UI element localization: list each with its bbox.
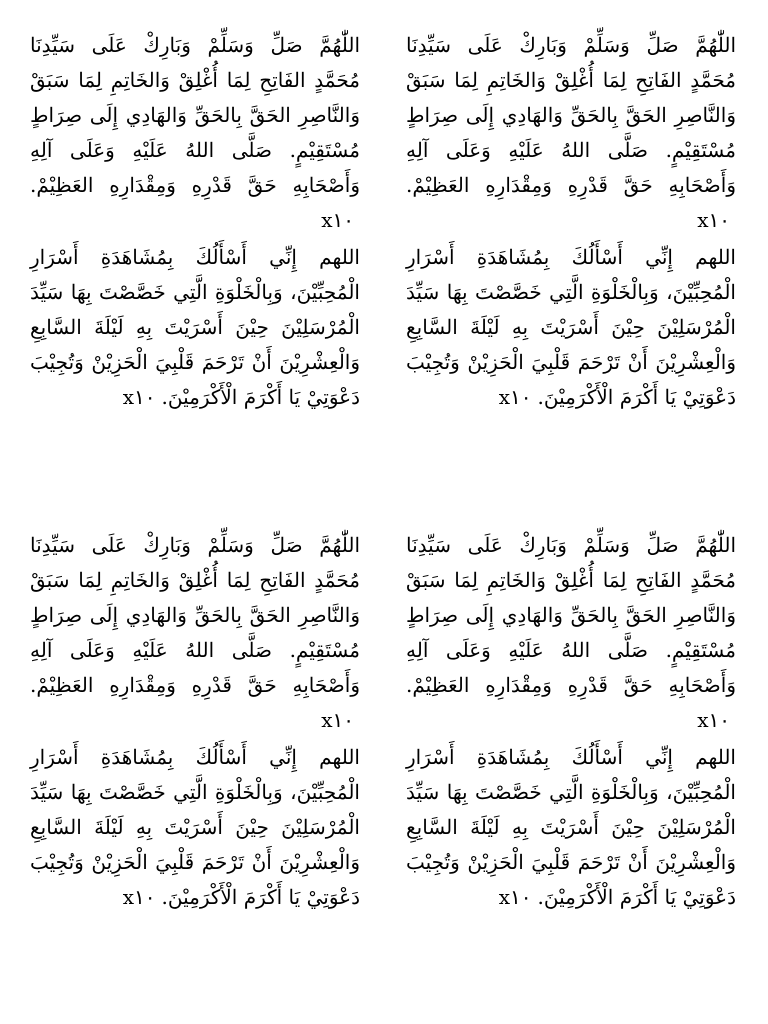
salawat-paragraph [30,528,360,738]
prayer-card-top-right [406,28,736,488]
dua-paragraph [406,740,736,915]
dua-text: اللهم إِنِّي أَسْأَلُكَ بِمُشَاهَدَةِ أَسْرَارِ الْمُحِبِّيْنَ، وَبِالْخَلْوَةِ الَّتِي خَصَّصْتَ بِهَا سَيِّدَ الْمُرْسَلِيْنَ حِيْنَ أَسْرَيْتَ بِهِ لَيْلَةَ السَّابِعِ وَالْعِشْرِيْنَ أَنْ تَرْحَمَ قَلْبِيَ الْحَزِيْنْ وَتُجِيْبَ دَعْوَتِيْ يَا أَكْرَمَ الْأَكْرَمِيْنَ. [406,245,736,409]
dua-text: اللهم إِنِّي أَسْأَلُكَ بِمُشَاهَدَةِ أَسْرَارِ الْمُحِبِّيْنَ، وَبِالْخَلْوَةِ الَّتِي خَصَّصْتَ بِهَا سَيِّدَ الْمُرْسَلِيْنَ حِيْنَ أَسْرَيْتَ بِهِ لَيْلَةَ السَّابِعِ وَالْعِشْرِيْنَ أَنْ تَرْحَمَ قَلْبِيَ الْحَزِيْنْ وَتُجِيْبَ دَعْوَتِيْ يَا أَكْرَمَ الْأَكْرَمِيْنَ. [30,745,360,909]
dua-text: اللهم إِنِّي أَسْأَلُكَ بِمُشَاهَدَةِ أَسْرَارِ الْمُحِبِّيْنَ، وَبِالْخَلْوَةِ الَّتِي خَصَّصْتَ بِهَا سَيِّدَ الْمُرْسَلِيْنَ حِيْنَ أَسْرَيْتَ بِهِ لَيْلَةَ السَّابِعِ وَالْعِشْرِيْنَ أَنْ تَرْحَمَ قَلْبِيَ الْحَزِيْنْ وَتُجِيْبَ دَعْوَتِيْ يَا أَكْرَمَ الْأَكْرَمِيْنَ. [30,245,360,409]
repeat-count: x١٠ [122,885,156,909]
repeat-count: x١٠ [498,885,532,909]
salawat-text: اللّٰهُمَّ صَلِّ وَسَلِّمْ وَبَارِكْ عَلَى سَيِّدِنَا مُحَمَّدٍ الفَاتِحِ لِمَا أُغْلِقْ وَالخَاتِمِ لِمَا سَبَقْ وَالنَّاصِرِ الحَقَّ بِالحَقِّ وَالهَادِي إِلَى صِرَاطٍ مُسْتَقِيْمٍ. صَلَّى اللهُ عَلَيْهِ وَعَلَى آلِهِ وَأَصْحَابِهِ حَقَّ قَدْرِهِ وَمِقْدَارِهِ العَظِيْمْ. [30,533,360,697]
repeat-count: x١٠ [498,385,532,409]
salawat-text: اللّٰهُمَّ صَلِّ وَسَلِّمْ وَبَارِكْ عَلَى سَيِّدِنَا مُحَمَّدٍ الفَاتِحِ لِمَا أُغْلِقْ وَالخَاتِمِ لِمَا سَبَقْ وَالنَّاصِرِ الحَقَّ بِالحَقِّ وَالهَادِي إِلَى صِرَاطٍ مُسْتَقِيْمٍ. صَلَّى اللهُ عَلَيْهِ وَعَلَى آلِهِ وَأَصْحَابِهِ حَقَّ قَدْرِهِ وَمِقْدَارِهِ العَظِيْمْ. [406,33,736,197]
salawat-paragraph [406,28,736,238]
dua-paragraph [30,240,360,415]
prayer-card-bottom-right [406,528,736,988]
repeat-count: x١٠ [697,708,730,732]
prayer-card-bottom-left [30,528,360,988]
repeat-count: x١٠ [697,208,730,232]
salawat-paragraph [406,528,736,738]
prayer-card-top-left [30,28,360,488]
salawat-paragraph [30,28,360,238]
dua-paragraph [406,240,736,415]
dua-text: اللهم إِنِّي أَسْأَلُكَ بِمُشَاهَدَةِ أَسْرَارِ الْمُحِبِّيْنَ، وَبِالْخَلْوَةِ الَّتِي خَصَّصْتَ بِهَا سَيِّدَ الْمُرْسَلِيْنَ حِيْنَ أَسْرَيْتَ بِهِ لَيْلَةَ السَّابِعِ وَالْعِشْرِيْنَ أَنْ تَرْحَمَ قَلْبِيَ الْحَزِيْنْ وَتُجِيْبَ دَعْوَتِيْ يَا أَكْرَمَ الْأَكْرَمِيْنَ. [406,745,736,909]
salawat-text: اللّٰهُمَّ صَلِّ وَسَلِّمْ وَبَارِكْ عَلَى سَيِّدِنَا مُحَمَّدٍ الفَاتِحِ لِمَا أُغْلِقْ وَالخَاتِمِ لِمَا سَبَقْ وَالنَّاصِرِ الحَقَّ بِالحَقِّ وَالهَادِي إِلَى صِرَاطٍ مُسْتَقِيْمٍ. صَلَّى اللهُ عَلَيْهِ وَعَلَى آلِهِ وَأَصْحَابِهِ حَقَّ قَدْرِهِ وَمِقْدَارِهِ العَظِيْمْ. [30,33,360,197]
repeat-count: x١٠ [122,385,156,409]
repeat-count: x١٠ [321,708,354,732]
salawat-text: اللّٰهُمَّ صَلِّ وَسَلِّمْ وَبَارِكْ عَلَى سَيِّدِنَا مُحَمَّدٍ الفَاتِحِ لِمَا أُغْلِقْ وَالخَاتِمِ لِمَا سَبَقْ وَالنَّاصِرِ الحَقَّ بِالحَقِّ وَالهَادِي إِلَى صِرَاطٍ مُسْتَقِيْمٍ. صَلَّى اللهُ عَلَيْهِ وَعَلَى آلِهِ وَأَصْحَابِهِ حَقَّ قَدْرِهِ وَمِقْدَارِهِ العَظِيْمْ. [406,533,736,697]
dua-paragraph [30,740,360,915]
repeat-count: x١٠ [321,208,354,232]
